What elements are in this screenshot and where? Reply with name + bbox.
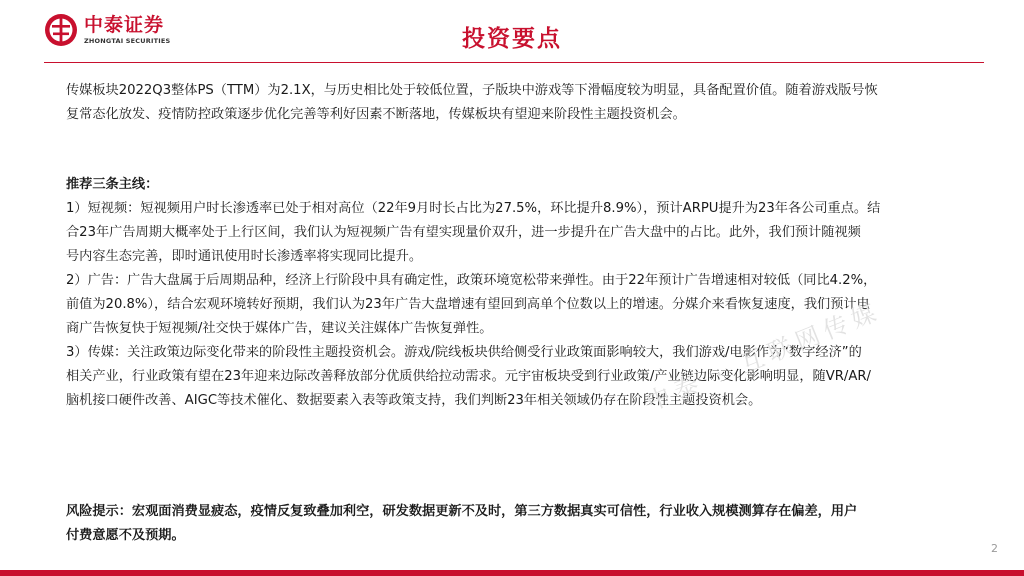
main-lines-section — [66, 173, 976, 413]
main-lines-heading: 推荐三条主线： — [66, 177, 159, 192]
main-line: 相关产业，行业政策有望在23年迎来边际改善释放部分优质供给拉动需求。元宇宙板块受到行业政策/产业链边际变化影响明显，随VR/AR/ — [66, 369, 871, 384]
main-line: 2）广告：广告大盘属于后周期品种，经济上行阶段中具有确定性，政策环境宽松带来弹性。由于22年预计广告增速相对较低（同比4.2%， — [66, 273, 877, 288]
logo-chinese-name: 中泰证券 — [84, 13, 165, 36]
risk-warning — [66, 500, 976, 548]
risk-line: 付费意愿不及预期。 — [66, 528, 185, 543]
risk-line: 风险提示：宏观面消费显疲态，疫情反复致叠加利空，研发数据更新不及时，第三方数据真实可信性，行业收入规模测算存在偏差，用户 — [66, 504, 858, 519]
main-line: 1）短视频：短视频用户时长渗透率已处于相对高位（22年9月时长占比为27.5%，环比提升8.9%），预计ARPU提升为23年各公司重点。结 — [66, 201, 881, 216]
footer-bar — [0, 570, 1024, 576]
main-line: 脑机接口硬件改善、AIGC等技术催化、数据要素入表等政策支持，我们判断23年相关领域仍存在阶段性主题投资机会。 — [66, 393, 762, 408]
logo-english-name: ZHONGTAI SECURITIES — [84, 36, 171, 45]
page-title: 投资要点 — [462, 26, 562, 52]
watermark: 中泰 · 互联网传媒 — [642, 296, 886, 417]
main-line: 合23年广告周期大概率处于上行区间，我们认为短视频广告有望实现量价双升，进一步提升在广告大盘中的占比。此外，我们预计随视频 — [66, 225, 861, 240]
intro-paragraph — [66, 79, 976, 127]
main-line: 前值为20.8%），结合宏观环境转好预期，我们认为23年广告大盘增速有望回到高单个位数以上的增速。分媒介来看恢复速度，我们预计电 — [66, 297, 870, 312]
header-divider — [44, 62, 984, 63]
intro-line: 复常态化放发、疫情防控政策逐步优化完善等利好因素不断落地，传媒板块有望迎来阶段性主题投资机会。 — [66, 107, 686, 122]
main-line: 3）传媒：关注政策边际变化带来的阶段性主题投资机会。游戏/院线板块供给侧受行业政策面影响较大，我们游戏/电影作为“数字经济”的 — [66, 345, 862, 360]
intro-line: 传媒板块2022Q3整体PS（TTM）为2.1X，与历史相比处于较低位置，子版块中游戏等下滑幅度较为明显，具备配置价值。随着游戏版号恢 — [66, 83, 878, 98]
main-line: 号内容生态完善，即时通讯使用时长渗透率将实现同比提升。 — [66, 249, 423, 264]
page-number: 2 — [991, 542, 998, 555]
main-line: 商广告恢复快于短视频/社交快于媒体广告，建议关注媒体广告恢复弹性。 — [66, 321, 493, 336]
